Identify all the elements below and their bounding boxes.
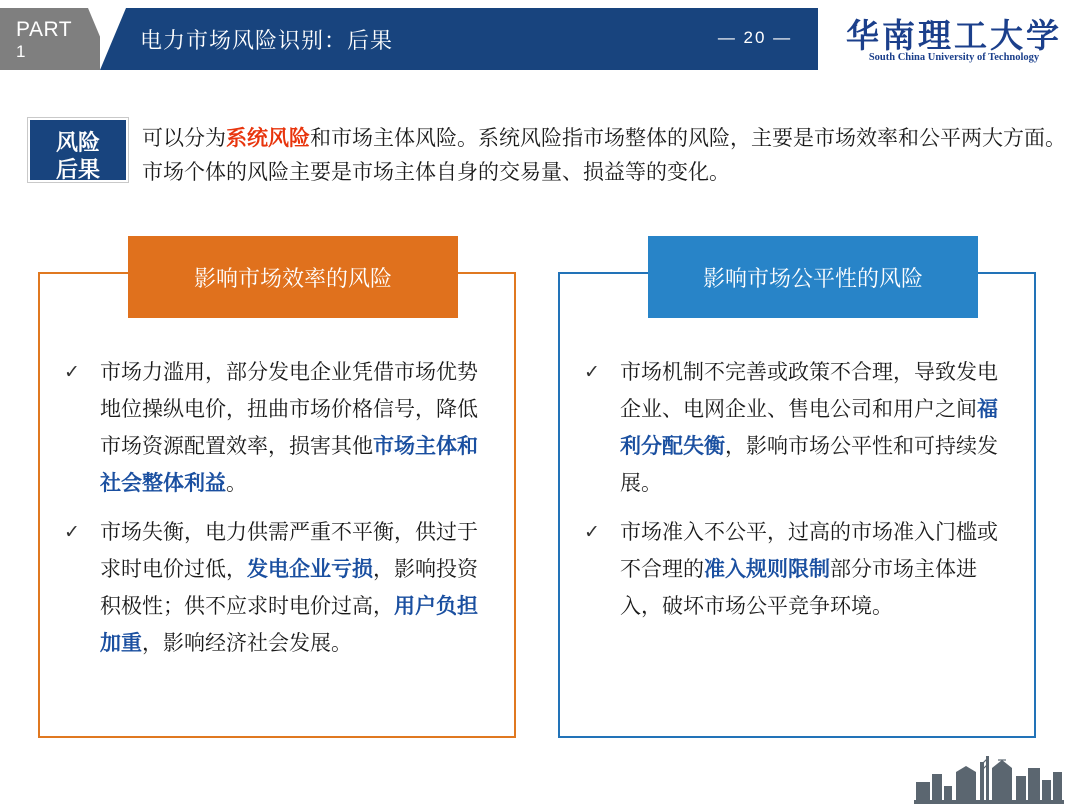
panel-efficiency <box>38 265 516 738</box>
panel-fairness-body <box>560 354 1034 637</box>
page-title: 电力市场风险识别：后果 <box>140 28 394 53</box>
bullet-text-before: 市场力滥用，部分发电企业凭借市场优势地位操纵电价，扭曲市场价格信号，降低市场资源配置效率，损害其他 <box>100 361 478 458</box>
part-tab <box>0 8 100 70</box>
page-number: — 20 — <box>717 28 793 47</box>
badge-line-2: 后果 <box>55 157 101 182</box>
bullet-text-before: 市场准入不公平，过高的市场准入门槛或不合理的 <box>620 521 998 581</box>
panel-efficiency-body <box>40 354 514 674</box>
bullet-text-before: 市场机制不完善或政策不合理，导致发电企业、电网企业、售电公司和用户之间 <box>620 361 998 421</box>
list-item <box>576 514 1016 625</box>
panel-efficiency-title: 影响市场效率的风险 <box>128 236 458 318</box>
logo-english-name: South China University of Technology <box>868 52 1040 63</box>
bullet-text-mid: ，影响投资积极性；供不应求时电价过高， <box>100 558 478 618</box>
panel-fairness <box>558 265 1036 738</box>
bullet-text-after: ，影响经济社会发展。 <box>142 632 352 655</box>
check-icon: ✓ <box>64 362 80 383</box>
badge-line-1: 风险 <box>55 130 101 155</box>
list-item <box>56 514 496 662</box>
part-label-number: 1 <box>16 42 26 61</box>
city-skyline-icon <box>914 742 1064 804</box>
bullet-highlight: 市场主体和社会整体利益 <box>100 435 478 495</box>
lead-text-part-1: 可以分为 <box>142 127 226 150</box>
panel-fairness-title: 影响市场公平性的风险 <box>648 236 978 318</box>
bullet-text-before: 市场失衡，电力供需严重不平衡，供过于求时电价过低， <box>100 521 478 581</box>
check-icon: ✓ <box>64 522 80 543</box>
lead-paragraph <box>142 122 1067 190</box>
part-label-top: PART <box>16 18 73 41</box>
bullet-text-after: 。 <box>226 472 247 495</box>
risk-consequence-badge <box>28 118 128 182</box>
university-logo <box>836 8 1072 70</box>
check-icon: ✓ <box>584 362 600 383</box>
logo-chinese-name: 华南理工大学 <box>846 19 1062 55</box>
bullet-text-after: 部分市场主体进入，破坏市场公平竞争环境。 <box>620 558 977 618</box>
bullet-highlight: 发电企业亏损 <box>247 558 373 581</box>
list-item <box>576 354 1016 502</box>
lead-text-part-2: 和市场主体风险。系统风险指市场整体的风险，主要是市场效率和公平两大方面。市场个体的风险主要是市场主体自身的交易量、损益等的变化。 <box>142 127 1066 184</box>
bullet-text-after: ，影响市场公平性和可持续发展。 <box>620 435 998 495</box>
check-icon: ✓ <box>584 522 600 543</box>
bullet-highlight: 福利分配失衡 <box>620 398 998 458</box>
slide-header <box>0 0 1080 78</box>
bullet-highlight: 准入规则限制 <box>704 558 830 581</box>
list-item <box>56 354 496 502</box>
lead-text-highlight: 系统风险 <box>226 127 310 150</box>
bullet-highlight-secondary: 用户负担加重 <box>100 595 478 655</box>
part-tab-wedge-secondary <box>100 8 126 70</box>
